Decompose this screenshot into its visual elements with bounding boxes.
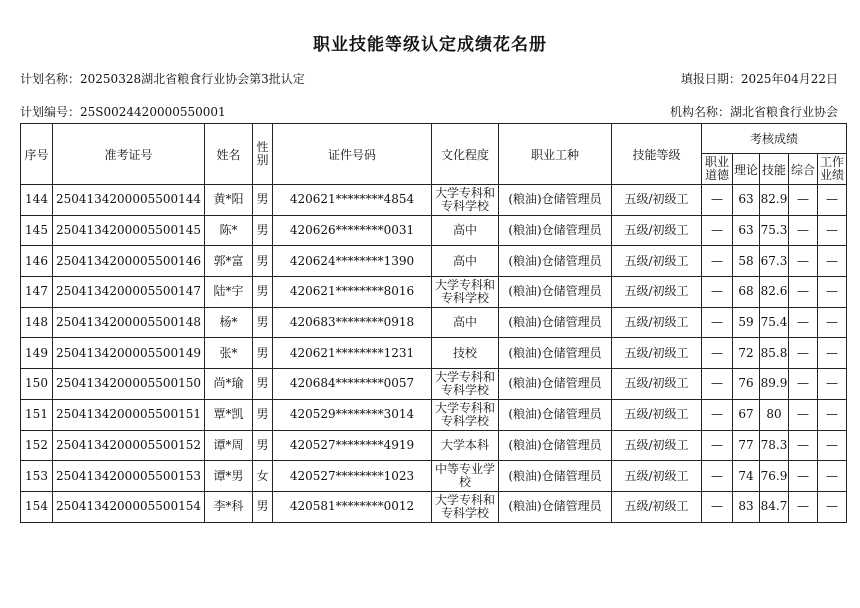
cell-name: 覃*凯 xyxy=(205,399,253,430)
header-gender-label: 性别 xyxy=(256,140,269,167)
table-row xyxy=(21,461,847,492)
cell-exam-no: 2504134200005500144 xyxy=(53,185,205,216)
header-seq: 序号 xyxy=(21,124,53,185)
header-id-no: 证件号码 xyxy=(273,124,432,185)
cell-ethics: — xyxy=(702,277,733,308)
cell-skill: 67.3 xyxy=(760,246,789,277)
cell-work: — xyxy=(818,491,847,522)
cell-theory: 63 xyxy=(733,185,760,216)
cell-education: 大学专科和专科学校 xyxy=(432,399,499,430)
cell-skill: 85.8 xyxy=(760,338,789,369)
cell-name: 尚*瑜 xyxy=(205,369,253,400)
plan-number-value: 25S0024420000550001 xyxy=(80,105,226,119)
cell-overall: — xyxy=(789,461,818,492)
cell-ethics: — xyxy=(702,461,733,492)
organization-label: 机构名称： xyxy=(669,105,730,119)
plan-name-value: 20250328湖北省粮食行业协会第3批认定 xyxy=(80,72,305,86)
cell-exam-no: 2504134200005500152 xyxy=(53,430,205,461)
cell-education: 大学专科和专科学校 xyxy=(432,277,499,308)
cell-ethics: — xyxy=(702,430,733,461)
cell-occupation: (粮油)仓储管理员 xyxy=(499,246,612,277)
plan-name xyxy=(20,70,305,87)
header-ethics xyxy=(702,154,733,185)
cell-theory: 83 xyxy=(733,491,760,522)
header-gender xyxy=(253,124,273,185)
cell-education: 大学专科和专科学校 xyxy=(432,369,499,400)
cell-overall: — xyxy=(789,399,818,430)
cell-overall: — xyxy=(789,430,818,461)
cell-education: 高中 xyxy=(432,246,499,277)
cell-gender: 男 xyxy=(253,277,273,308)
plan-name-label: 计划名称： xyxy=(20,72,81,86)
cell-ethics: — xyxy=(702,215,733,246)
cell-gender: 男 xyxy=(253,338,273,369)
table-row xyxy=(21,369,847,400)
table-row xyxy=(21,277,847,308)
cell-occupation: (粮油)仓储管理员 xyxy=(499,307,612,338)
cell-level: 五级/初级工 xyxy=(612,307,702,338)
cell-name: 杨* xyxy=(205,307,253,338)
cell-name: 谭*男 xyxy=(205,461,253,492)
cell-work: — xyxy=(818,369,847,400)
cell-id-no: 420621********4854 xyxy=(273,185,432,216)
cell-theory: 77 xyxy=(733,430,760,461)
cell-skill: 82.9 xyxy=(760,185,789,216)
cell-skill: 84.7 xyxy=(760,491,789,522)
cell-overall: — xyxy=(789,185,818,216)
cell-work: — xyxy=(818,430,847,461)
cell-overall: — xyxy=(789,307,818,338)
plan-number xyxy=(20,103,226,120)
header-scores-group: 考核成绩 xyxy=(702,124,847,154)
cell-id-no: 420527********1023 xyxy=(273,461,432,492)
report-date-label: 填报日期： xyxy=(680,72,741,86)
cell-occupation: (粮油)仓储管理员 xyxy=(499,461,612,492)
cell-name: 张* xyxy=(205,338,253,369)
cell-theory: 58 xyxy=(733,246,760,277)
cell-exam-no: 2504134200005500153 xyxy=(53,461,205,492)
header-work-label: 工作业绩 xyxy=(820,155,845,182)
cell-occupation: (粮油)仓储管理员 xyxy=(499,277,612,308)
cell-gender: 男 xyxy=(253,215,273,246)
cell-education: 技校 xyxy=(432,338,499,369)
cell-level: 五级/初级工 xyxy=(612,369,702,400)
cell-occupation: (粮油)仓储管理员 xyxy=(499,369,612,400)
cell-occupation: (粮油)仓储管理员 xyxy=(499,399,612,430)
plan-number-label: 计划编号： xyxy=(20,105,81,119)
table-row xyxy=(21,185,847,216)
cell-gender: 男 xyxy=(253,399,273,430)
cell-education: 大学本科 xyxy=(432,430,499,461)
table-row xyxy=(21,307,847,338)
cell-ethics: — xyxy=(702,491,733,522)
cell-overall: — xyxy=(789,369,818,400)
organization xyxy=(670,103,838,120)
cell-name: 陈* xyxy=(205,215,253,246)
cell-ethics: — xyxy=(702,399,733,430)
page-title: 职业技能等级认定成绩花名册 xyxy=(313,35,547,55)
cell-id-no: 420529********3014 xyxy=(273,399,432,430)
cell-seq: 148 xyxy=(21,307,53,338)
cell-overall: — xyxy=(789,277,818,308)
results-table xyxy=(20,123,847,523)
cell-exam-no: 2504134200005500150 xyxy=(53,369,205,400)
report-date xyxy=(681,70,838,87)
cell-work: — xyxy=(818,461,847,492)
header-skill: 技能 xyxy=(760,154,789,185)
cell-ethics: — xyxy=(702,338,733,369)
cell-level: 五级/初级工 xyxy=(612,461,702,492)
table-body xyxy=(21,185,847,523)
table-row xyxy=(21,399,847,430)
table-row xyxy=(21,430,847,461)
table-row xyxy=(21,491,847,522)
cell-seq: 154 xyxy=(21,491,53,522)
table-row xyxy=(21,215,847,246)
cell-seq: 152 xyxy=(21,430,53,461)
cell-seq: 153 xyxy=(21,461,53,492)
cell-id-no: 420581********0012 xyxy=(273,491,432,522)
cell-skill: 75.4 xyxy=(760,307,789,338)
cell-id-no: 420621********8016 xyxy=(273,277,432,308)
cell-id-no: 420624********1390 xyxy=(273,246,432,277)
cell-work: — xyxy=(818,338,847,369)
cell-theory: 63 xyxy=(733,215,760,246)
cell-id-no: 420626********0031 xyxy=(273,215,432,246)
cell-occupation: (粮油)仓储管理员 xyxy=(499,338,612,369)
cell-exam-no: 2504134200005500151 xyxy=(53,399,205,430)
cell-seq: 151 xyxy=(21,399,53,430)
cell-level: 五级/初级工 xyxy=(612,246,702,277)
cell-work: — xyxy=(818,185,847,216)
report-date-value: 2025年04月22日 xyxy=(740,72,838,86)
header-work xyxy=(818,154,847,185)
cell-overall: — xyxy=(789,491,818,522)
cell-theory: 72 xyxy=(733,338,760,369)
cell-skill: 76.9 xyxy=(760,461,789,492)
cell-exam-no: 2504134200005500147 xyxy=(53,277,205,308)
cell-overall: — xyxy=(789,246,818,277)
cell-id-no: 420621********1231 xyxy=(273,338,432,369)
cell-seq: 145 xyxy=(21,215,53,246)
cell-work: — xyxy=(818,399,847,430)
table-row xyxy=(21,246,847,277)
cell-id-no: 420527********4919 xyxy=(273,430,432,461)
cell-seq: 146 xyxy=(21,246,53,277)
cell-name: 黄*阳 xyxy=(205,185,253,216)
cell-exam-no: 2504134200005500146 xyxy=(53,246,205,277)
header-level: 技能等级 xyxy=(612,124,702,185)
cell-occupation: (粮油)仓储管理员 xyxy=(499,430,612,461)
cell-exam-no: 2504134200005500148 xyxy=(53,307,205,338)
cell-exam-no: 2504134200005500149 xyxy=(53,338,205,369)
header-occupation: 职业工种 xyxy=(499,124,612,185)
cell-id-no: 420684********0057 xyxy=(273,369,432,400)
cell-gender: 男 xyxy=(253,307,273,338)
cell-work: — xyxy=(818,307,847,338)
cell-skill: 82.6 xyxy=(760,277,789,308)
cell-id-no: 420683********0918 xyxy=(273,307,432,338)
header-overall: 综合 xyxy=(789,154,818,185)
header-theory: 理论 xyxy=(733,154,760,185)
cell-work: — xyxy=(818,277,847,308)
cell-theory: 67 xyxy=(733,399,760,430)
cell-ethics: — xyxy=(702,307,733,338)
header-education: 文化程度 xyxy=(432,124,499,185)
cell-gender: 女 xyxy=(253,461,273,492)
cell-occupation: (粮油)仓储管理员 xyxy=(499,215,612,246)
organization-value: 湖北省粮食行业协会 xyxy=(729,105,838,119)
cell-seq: 147 xyxy=(21,277,53,308)
header-name: 姓名 xyxy=(205,124,253,185)
cell-education: 高中 xyxy=(432,215,499,246)
cell-gender: 男 xyxy=(253,491,273,522)
cell-occupation: (粮油)仓储管理员 xyxy=(499,185,612,216)
cell-seq: 150 xyxy=(21,369,53,400)
cell-skill: 78.3 xyxy=(760,430,789,461)
cell-name: 郭*富 xyxy=(205,246,253,277)
cell-level: 五级/初级工 xyxy=(612,215,702,246)
cell-name: 谭*周 xyxy=(205,430,253,461)
cell-exam-no: 2504134200005500154 xyxy=(53,491,205,522)
cell-education: 大学专科和专科学校 xyxy=(432,491,499,522)
cell-seq: 149 xyxy=(21,338,53,369)
cell-ethics: — xyxy=(702,185,733,216)
header-ethics-label: 职业道德 xyxy=(704,155,729,182)
cell-skill: 89.9 xyxy=(760,369,789,400)
cell-exam-no: 2504134200005500145 xyxy=(53,215,205,246)
cell-skill: 75.3 xyxy=(760,215,789,246)
cell-level: 五级/初级工 xyxy=(612,399,702,430)
cell-gender: 男 xyxy=(253,246,273,277)
cell-occupation: (粮油)仓储管理员 xyxy=(499,491,612,522)
cell-theory: 74 xyxy=(733,461,760,492)
cell-seq: 144 xyxy=(21,185,53,216)
cell-level: 五级/初级工 xyxy=(612,491,702,522)
cell-level: 五级/初级工 xyxy=(612,277,702,308)
cell-name: 陆*宇 xyxy=(205,277,253,308)
cell-gender: 男 xyxy=(253,369,273,400)
cell-level: 五级/初级工 xyxy=(612,338,702,369)
cell-theory: 59 xyxy=(733,307,760,338)
cell-level: 五级/初级工 xyxy=(612,185,702,216)
cell-education: 中等专业学校 xyxy=(432,461,499,492)
cell-level: 五级/初级工 xyxy=(612,430,702,461)
cell-ethics: — xyxy=(702,246,733,277)
cell-overall: — xyxy=(789,215,818,246)
cell-name: 李*科 xyxy=(205,491,253,522)
header-exam-no: 准考证号 xyxy=(53,124,205,185)
cell-theory: 76 xyxy=(733,369,760,400)
cell-theory: 68 xyxy=(733,277,760,308)
cell-gender: 男 xyxy=(253,430,273,461)
table-row xyxy=(21,338,847,369)
cell-work: — xyxy=(818,246,847,277)
cell-education: 大学专科和专科学校 xyxy=(432,185,499,216)
cell-work: — xyxy=(818,215,847,246)
cell-ethics: — xyxy=(702,369,733,400)
cell-overall: — xyxy=(789,338,818,369)
cell-gender: 男 xyxy=(253,185,273,216)
cell-skill: 80 xyxy=(760,399,789,430)
cell-education: 高中 xyxy=(432,307,499,338)
